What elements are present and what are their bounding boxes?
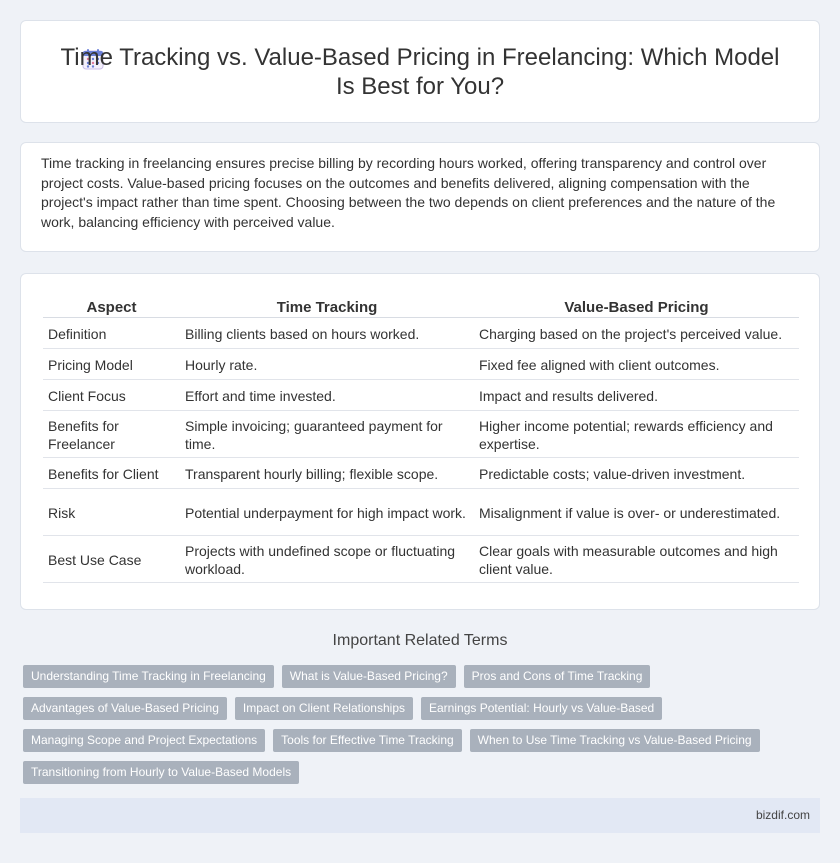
table-row — [43, 318, 799, 349]
table-cell: Clear goals with measurable outcomes and high client value. — [474, 536, 799, 583]
table-cell: Risk — [43, 489, 180, 536]
title-card — [20, 20, 820, 123]
table-cell: Effort and time invested. — [180, 380, 474, 411]
table-cell: Misalignment if value is over- or underestimated. — [474, 489, 799, 536]
related-term-tag[interactable]: Understanding Time Tracking in Freelancing — [23, 665, 274, 688]
table-cell: Benefits for Freelancer — [43, 411, 180, 458]
table-cell: Potential underpayment for high impact work. — [180, 489, 474, 536]
table-cell: Higher income potential; rewards efficiency and expertise. — [474, 411, 799, 458]
table-cell: Fixed fee aligned with client outcomes. — [474, 349, 799, 380]
table-cell: Transparent hourly billing; flexible scope. — [180, 458, 474, 489]
table-header-row — [43, 296, 799, 318]
related-term-tag[interactable]: Pros and Cons of Time Tracking — [464, 665, 651, 688]
related-terms-heading: Important Related Terms — [332, 632, 508, 649]
table-cell: Projects with undefined scope or fluctuating workload. — [180, 536, 474, 583]
column-header-value-based-pricing: Value-Based Pricing — [474, 296, 799, 318]
related-term-tag[interactable]: What is Value-Based Pricing? — [282, 665, 456, 688]
related-term-tag[interactable]: When to Use Time Tracking vs Value-Based Pricing — [470, 729, 760, 752]
table-row — [43, 380, 799, 411]
table-row — [43, 536, 799, 583]
table-cell: Pricing Model — [43, 349, 180, 380]
related-term-tag[interactable]: Transitioning from Hourly to Value-Based Models — [23, 761, 299, 784]
related-terms-list — [23, 665, 823, 793]
table-cell: Charging based on the project's perceived value. — [474, 318, 799, 349]
table-row — [43, 411, 799, 458]
related-term-tag[interactable]: Tools for Effective Time Tracking — [273, 729, 462, 752]
table-cell: Simple invoicing; guaranteed payment for time. — [180, 411, 474, 458]
footer — [20, 798, 820, 833]
table-cell: Hourly rate. — [180, 349, 474, 380]
table-cell: Impact and results delivered. — [474, 380, 799, 411]
related-term-tag[interactable]: Impact on Client Relationships — [235, 697, 413, 720]
table-row — [43, 349, 799, 380]
page-title: Time Tracking vs. Value-Based Pricing in Freelancing: Which Model Is Best for You? — [60, 44, 780, 100]
intro-card — [20, 142, 820, 252]
comparison-card — [20, 273, 820, 610]
table-row — [43, 489, 799, 536]
comparison-table — [43, 296, 799, 583]
related-term-tag[interactable]: Managing Scope and Project Expectations — [23, 729, 265, 752]
table-cell: Client Focus — [43, 380, 180, 411]
intro-paragraph: Time tracking in freelancing ensures precise billing by recording hours worked, offering transparency and control over project costs. Value-based pricing focuses on the outcomes and benefits delivered, aligning compensation with the project's impact rather than time spent. Choosing between the two depends on client preferences and the nature of the work, balancing efficiency with perceived value. — [41, 155, 776, 230]
table-cell: Definition — [43, 318, 180, 349]
column-header-time-tracking: Time Tracking — [180, 296, 474, 318]
related-term-tag[interactable]: Advantages of Value-Based Pricing — [23, 697, 227, 720]
table-cell: Predictable costs; value-driven investment. — [474, 458, 799, 489]
related-term-tag[interactable]: Earnings Potential: Hourly vs Value-Based — [421, 697, 662, 720]
table-cell: Best Use Case — [43, 536, 180, 583]
column-header-aspect: Aspect — [43, 296, 180, 318]
table-cell: Benefits for Client — [43, 458, 180, 489]
table-cell: Billing clients based on hours worked. — [180, 318, 474, 349]
footer-site-link[interactable]: bizdif.com — [755, 808, 810, 822]
table-row — [43, 458, 799, 489]
